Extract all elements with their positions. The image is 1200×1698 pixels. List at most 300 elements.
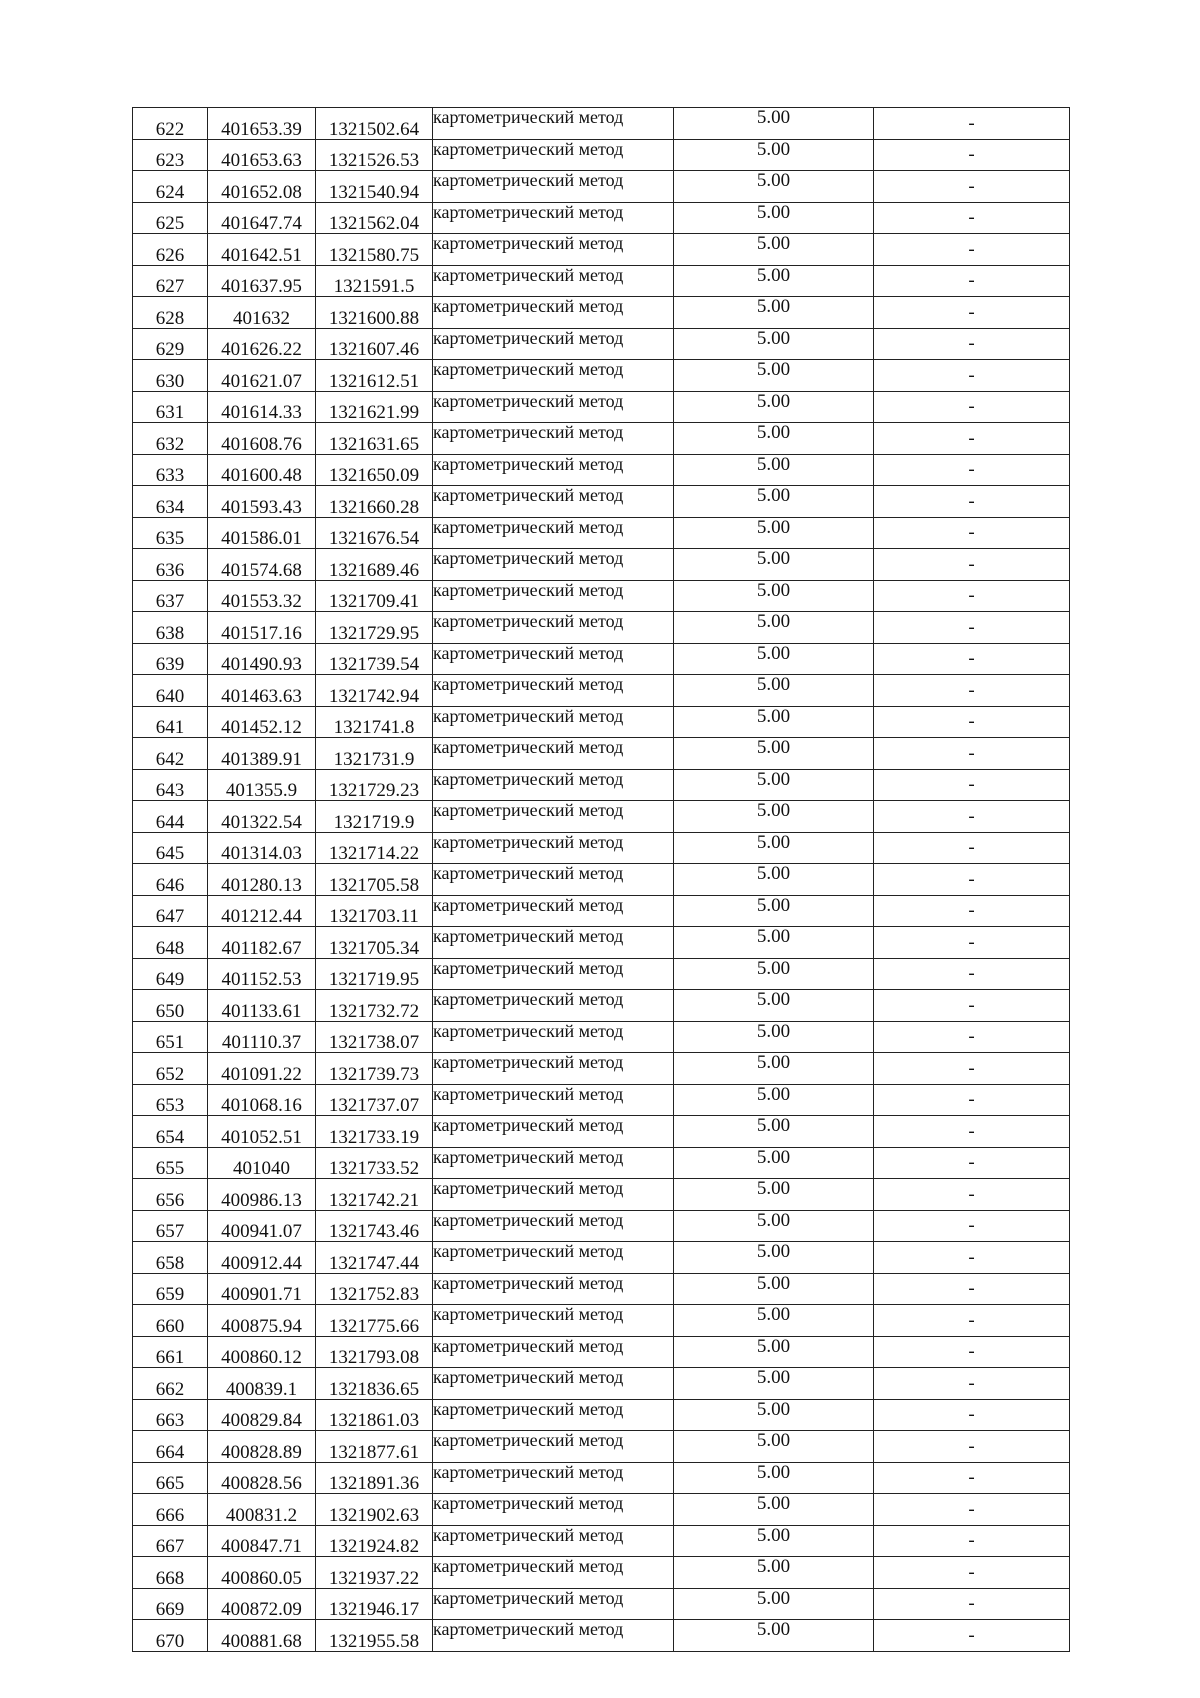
table-row bbox=[133, 1588, 1070, 1620]
note-cell: - bbox=[874, 1336, 1070, 1368]
y-coordinate-cell: 1321752.83 bbox=[316, 1273, 433, 1305]
y-coordinate-cell: 1321743.46 bbox=[316, 1210, 433, 1242]
x-coordinate-cell: 400986.13 bbox=[208, 1179, 316, 1211]
x-coordinate-cell: 401110.37 bbox=[208, 1021, 316, 1053]
note-cell: - bbox=[874, 769, 1070, 801]
x-coordinate-cell: 401647.74 bbox=[208, 202, 316, 234]
note-cell: - bbox=[874, 328, 1070, 360]
accuracy-cell: 5.00 bbox=[674, 1494, 874, 1526]
table-row bbox=[133, 1620, 1070, 1652]
accuracy-cell: 5.00 bbox=[674, 234, 874, 266]
table-row bbox=[133, 423, 1070, 455]
point-number-cell: 651 bbox=[133, 1021, 208, 1053]
accuracy-cell: 5.00 bbox=[674, 454, 874, 486]
table-row bbox=[133, 958, 1070, 990]
x-coordinate-cell: 400828.89 bbox=[208, 1431, 316, 1463]
x-coordinate-cell: 401463.63 bbox=[208, 675, 316, 707]
table-row bbox=[133, 1210, 1070, 1242]
note-cell: - bbox=[874, 1431, 1070, 1463]
point-number-cell: 642 bbox=[133, 738, 208, 770]
note-cell: - bbox=[874, 1116, 1070, 1148]
method-cell: картометрический метод bbox=[433, 801, 674, 833]
note-cell: - bbox=[874, 990, 1070, 1022]
accuracy-cell: 5.00 bbox=[674, 1242, 874, 1274]
x-coordinate-cell: 401091.22 bbox=[208, 1053, 316, 1085]
table-row bbox=[133, 643, 1070, 675]
method-cell: картометрический метод bbox=[433, 738, 674, 770]
x-coordinate-cell: 400831.2 bbox=[208, 1494, 316, 1526]
accuracy-cell: 5.00 bbox=[674, 1273, 874, 1305]
point-number-cell: 658 bbox=[133, 1242, 208, 1274]
method-cell: картометрический метод bbox=[433, 486, 674, 518]
accuracy-cell: 5.00 bbox=[674, 517, 874, 549]
point-number-cell: 635 bbox=[133, 517, 208, 549]
y-coordinate-cell: 1321600.88 bbox=[316, 297, 433, 329]
x-coordinate-cell: 401490.93 bbox=[208, 643, 316, 675]
accuracy-cell: 5.00 bbox=[674, 895, 874, 927]
table-row bbox=[133, 1399, 1070, 1431]
note-cell: - bbox=[874, 486, 1070, 518]
y-coordinate-cell: 1321526.53 bbox=[316, 139, 433, 171]
y-coordinate-cell: 1321631.65 bbox=[316, 423, 433, 455]
table-body bbox=[133, 108, 1070, 1652]
note-cell: - bbox=[874, 1399, 1070, 1431]
note-cell: - bbox=[874, 1305, 1070, 1337]
point-number-cell: 637 bbox=[133, 580, 208, 612]
point-number-cell: 644 bbox=[133, 801, 208, 833]
table-row bbox=[133, 1242, 1070, 1274]
table-row bbox=[133, 801, 1070, 833]
x-coordinate-cell: 401152.53 bbox=[208, 958, 316, 990]
accuracy-cell: 5.00 bbox=[674, 1116, 874, 1148]
point-number-cell: 628 bbox=[133, 297, 208, 329]
y-coordinate-cell: 1321502.64 bbox=[316, 108, 433, 140]
y-coordinate-cell: 1321836.65 bbox=[316, 1368, 433, 1400]
method-cell: картометрический метод bbox=[433, 1336, 674, 1368]
accuracy-cell: 5.00 bbox=[674, 612, 874, 644]
y-coordinate-cell: 1321719.95 bbox=[316, 958, 433, 990]
y-coordinate-cell: 1321739.73 bbox=[316, 1053, 433, 1085]
note-cell: - bbox=[874, 549, 1070, 581]
note-cell: - bbox=[874, 202, 1070, 234]
table-row bbox=[133, 1273, 1070, 1305]
y-coordinate-cell: 1321580.75 bbox=[316, 234, 433, 266]
note-cell: - bbox=[874, 643, 1070, 675]
point-number-cell: 636 bbox=[133, 549, 208, 581]
accuracy-cell: 5.00 bbox=[674, 1021, 874, 1053]
note-cell: - bbox=[874, 360, 1070, 392]
table-row bbox=[133, 1462, 1070, 1494]
point-number-cell: 629 bbox=[133, 328, 208, 360]
x-coordinate-cell: 401280.13 bbox=[208, 864, 316, 896]
note-cell: - bbox=[874, 391, 1070, 423]
table-row bbox=[133, 1021, 1070, 1053]
table-row bbox=[133, 139, 1070, 171]
y-coordinate-cell: 1321733.52 bbox=[316, 1147, 433, 1179]
y-coordinate-cell: 1321741.8 bbox=[316, 706, 433, 738]
point-number-cell: 640 bbox=[133, 675, 208, 707]
accuracy-cell: 5.00 bbox=[674, 1336, 874, 1368]
accuracy-cell: 5.00 bbox=[674, 706, 874, 738]
accuracy-cell: 5.00 bbox=[674, 1305, 874, 1337]
point-number-cell: 633 bbox=[133, 454, 208, 486]
note-cell: - bbox=[874, 832, 1070, 864]
x-coordinate-cell: 400828.56 bbox=[208, 1462, 316, 1494]
y-coordinate-cell: 1321714.22 bbox=[316, 832, 433, 864]
x-coordinate-cell: 401133.61 bbox=[208, 990, 316, 1022]
table-row bbox=[133, 297, 1070, 329]
y-coordinate-cell: 1321747.44 bbox=[316, 1242, 433, 1274]
point-number-cell: 622 bbox=[133, 108, 208, 140]
accuracy-cell: 5.00 bbox=[674, 360, 874, 392]
accuracy-cell: 5.00 bbox=[674, 423, 874, 455]
method-cell: картометрический метод bbox=[433, 423, 674, 455]
y-coordinate-cell: 1321955.58 bbox=[316, 1620, 433, 1652]
point-number-cell: 627 bbox=[133, 265, 208, 297]
accuracy-cell: 5.00 bbox=[674, 864, 874, 896]
method-cell: картометрический метод bbox=[433, 171, 674, 203]
method-cell: картометрический метод bbox=[433, 832, 674, 864]
note-cell: - bbox=[874, 1620, 1070, 1652]
note-cell: - bbox=[874, 517, 1070, 549]
point-number-cell: 648 bbox=[133, 927, 208, 959]
x-coordinate-cell: 401355.9 bbox=[208, 769, 316, 801]
method-cell: картометрический метод bbox=[433, 139, 674, 171]
y-coordinate-cell: 1321891.36 bbox=[316, 1462, 433, 1494]
point-number-cell: 669 bbox=[133, 1588, 208, 1620]
point-number-cell: 632 bbox=[133, 423, 208, 455]
note-cell: - bbox=[874, 958, 1070, 990]
note-cell: - bbox=[874, 1368, 1070, 1400]
x-coordinate-cell: 401593.43 bbox=[208, 486, 316, 518]
y-coordinate-cell: 1321732.72 bbox=[316, 990, 433, 1022]
method-cell: картометрический метод bbox=[433, 202, 674, 234]
point-number-cell: 653 bbox=[133, 1084, 208, 1116]
note-cell: - bbox=[874, 1021, 1070, 1053]
y-coordinate-cell: 1321739.54 bbox=[316, 643, 433, 675]
y-coordinate-cell: 1321742.94 bbox=[316, 675, 433, 707]
x-coordinate-cell: 401182.67 bbox=[208, 927, 316, 959]
accuracy-cell: 5.00 bbox=[674, 1368, 874, 1400]
accuracy-cell: 5.00 bbox=[674, 1210, 874, 1242]
accuracy-cell: 5.00 bbox=[674, 675, 874, 707]
note-cell: - bbox=[874, 1462, 1070, 1494]
note-cell: - bbox=[874, 297, 1070, 329]
method-cell: картометрический метод bbox=[433, 643, 674, 675]
point-number-cell: 665 bbox=[133, 1462, 208, 1494]
note-cell: - bbox=[874, 423, 1070, 455]
note-cell: - bbox=[874, 108, 1070, 140]
accuracy-cell: 5.00 bbox=[674, 801, 874, 833]
note-cell: - bbox=[874, 1557, 1070, 1589]
table-row bbox=[133, 328, 1070, 360]
y-coordinate-cell: 1321676.54 bbox=[316, 517, 433, 549]
accuracy-cell: 5.00 bbox=[674, 486, 874, 518]
accuracy-cell: 5.00 bbox=[674, 297, 874, 329]
note-cell: - bbox=[874, 801, 1070, 833]
note-cell: - bbox=[874, 1179, 1070, 1211]
accuracy-cell: 5.00 bbox=[674, 1557, 874, 1589]
note-cell: - bbox=[874, 738, 1070, 770]
accuracy-cell: 5.00 bbox=[674, 1147, 874, 1179]
x-coordinate-cell: 401314.03 bbox=[208, 832, 316, 864]
method-cell: картометрический метод bbox=[433, 360, 674, 392]
table-row bbox=[133, 1557, 1070, 1589]
table-row bbox=[133, 1305, 1070, 1337]
y-coordinate-cell: 1321709.41 bbox=[316, 580, 433, 612]
y-coordinate-cell: 1321793.08 bbox=[316, 1336, 433, 1368]
note-cell: - bbox=[874, 895, 1070, 927]
x-coordinate-cell: 401322.54 bbox=[208, 801, 316, 833]
method-cell: картометрический метод bbox=[433, 1021, 674, 1053]
x-coordinate-cell: 400860.12 bbox=[208, 1336, 316, 1368]
y-coordinate-cell: 1321607.46 bbox=[316, 328, 433, 360]
note-cell: - bbox=[874, 234, 1070, 266]
point-number-cell: 655 bbox=[133, 1147, 208, 1179]
y-coordinate-cell: 1321705.58 bbox=[316, 864, 433, 896]
method-cell: картометрический метод bbox=[433, 1525, 674, 1557]
y-coordinate-cell: 1321689.46 bbox=[316, 549, 433, 581]
method-cell: картометрический метод bbox=[433, 1210, 674, 1242]
x-coordinate-cell: 400872.09 bbox=[208, 1588, 316, 1620]
point-number-cell: 647 bbox=[133, 895, 208, 927]
point-number-cell: 634 bbox=[133, 486, 208, 518]
table-row bbox=[133, 234, 1070, 266]
y-coordinate-cell: 1321729.23 bbox=[316, 769, 433, 801]
note-cell: - bbox=[874, 1588, 1070, 1620]
y-coordinate-cell: 1321719.9 bbox=[316, 801, 433, 833]
method-cell: картометрический метод bbox=[433, 549, 674, 581]
table-row bbox=[133, 1179, 1070, 1211]
method-cell: картометрический метод bbox=[433, 1399, 674, 1431]
note-cell: - bbox=[874, 1273, 1070, 1305]
method-cell: картометрический метод bbox=[433, 769, 674, 801]
accuracy-cell: 5.00 bbox=[674, 391, 874, 423]
y-coordinate-cell: 1321621.99 bbox=[316, 391, 433, 423]
method-cell: картометрический метод bbox=[433, 1273, 674, 1305]
x-coordinate-cell: 401553.32 bbox=[208, 580, 316, 612]
table-row bbox=[133, 895, 1070, 927]
method-cell: картометрический метод bbox=[433, 108, 674, 140]
accuracy-cell: 5.00 bbox=[674, 1588, 874, 1620]
accuracy-cell: 5.00 bbox=[674, 738, 874, 770]
point-number-cell: 643 bbox=[133, 769, 208, 801]
x-coordinate-cell: 400881.68 bbox=[208, 1620, 316, 1652]
point-number-cell: 660 bbox=[133, 1305, 208, 1337]
method-cell: картометрический метод bbox=[433, 675, 674, 707]
y-coordinate-cell: 1321738.07 bbox=[316, 1021, 433, 1053]
y-coordinate-cell: 1321705.34 bbox=[316, 927, 433, 959]
point-number-cell: 626 bbox=[133, 234, 208, 266]
note-cell: - bbox=[874, 927, 1070, 959]
table-row bbox=[133, 738, 1070, 770]
note-cell: - bbox=[874, 864, 1070, 896]
method-cell: картометрический метод bbox=[433, 864, 674, 896]
x-coordinate-cell: 401068.16 bbox=[208, 1084, 316, 1116]
x-coordinate-cell: 400860.05 bbox=[208, 1557, 316, 1589]
point-number-cell: 630 bbox=[133, 360, 208, 392]
point-number-cell: 668 bbox=[133, 1557, 208, 1589]
table-row bbox=[133, 1084, 1070, 1116]
point-number-cell: 652 bbox=[133, 1053, 208, 1085]
accuracy-cell: 5.00 bbox=[674, 1620, 874, 1652]
method-cell: картометрический метод bbox=[433, 895, 674, 927]
method-cell: картометрический метод bbox=[433, 1462, 674, 1494]
table-row bbox=[133, 171, 1070, 203]
note-cell: - bbox=[874, 139, 1070, 171]
x-coordinate-cell: 401452.12 bbox=[208, 706, 316, 738]
x-coordinate-cell: 401052.51 bbox=[208, 1116, 316, 1148]
point-number-cell: 625 bbox=[133, 202, 208, 234]
note-cell: - bbox=[874, 675, 1070, 707]
accuracy-cell: 5.00 bbox=[674, 580, 874, 612]
x-coordinate-cell: 401653.39 bbox=[208, 108, 316, 140]
method-cell: картометрический метод bbox=[433, 1620, 674, 1652]
y-coordinate-cell: 1321861.03 bbox=[316, 1399, 433, 1431]
table-row bbox=[133, 1053, 1070, 1085]
y-coordinate-cell: 1321540.94 bbox=[316, 171, 433, 203]
point-number-cell: 638 bbox=[133, 612, 208, 644]
table-row bbox=[133, 675, 1070, 707]
x-coordinate-cell: 401652.08 bbox=[208, 171, 316, 203]
x-coordinate-cell: 401212.44 bbox=[208, 895, 316, 927]
accuracy-cell: 5.00 bbox=[674, 265, 874, 297]
table-row bbox=[133, 1116, 1070, 1148]
table-row bbox=[133, 990, 1070, 1022]
method-cell: картометрический метод bbox=[433, 234, 674, 266]
point-number-cell: 657 bbox=[133, 1210, 208, 1242]
table-row bbox=[133, 1525, 1070, 1557]
note-cell: - bbox=[874, 580, 1070, 612]
table-row bbox=[133, 832, 1070, 864]
y-coordinate-cell: 1321733.19 bbox=[316, 1116, 433, 1148]
y-coordinate-cell: 1321562.04 bbox=[316, 202, 433, 234]
table-row bbox=[133, 549, 1070, 581]
coordinates-table bbox=[132, 107, 1070, 1652]
accuracy-cell: 5.00 bbox=[674, 1179, 874, 1211]
method-cell: картометрический метод bbox=[433, 1116, 674, 1148]
note-cell: - bbox=[874, 1525, 1070, 1557]
note-cell: - bbox=[874, 454, 1070, 486]
table-row bbox=[133, 706, 1070, 738]
method-cell: картометрический метод bbox=[433, 1147, 674, 1179]
table-row bbox=[133, 517, 1070, 549]
point-number-cell: 623 bbox=[133, 139, 208, 171]
note-cell: - bbox=[874, 1147, 1070, 1179]
x-coordinate-cell: 401600.48 bbox=[208, 454, 316, 486]
table-row bbox=[133, 1494, 1070, 1526]
x-coordinate-cell: 401586.01 bbox=[208, 517, 316, 549]
x-coordinate-cell: 401626.22 bbox=[208, 328, 316, 360]
accuracy-cell: 5.00 bbox=[674, 139, 874, 171]
table-row bbox=[133, 927, 1070, 959]
point-number-cell: 654 bbox=[133, 1116, 208, 1148]
x-coordinate-cell: 401608.76 bbox=[208, 423, 316, 455]
y-coordinate-cell: 1321737.07 bbox=[316, 1084, 433, 1116]
point-number-cell: 624 bbox=[133, 171, 208, 203]
point-number-cell: 662 bbox=[133, 1368, 208, 1400]
method-cell: картометрический метод bbox=[433, 1084, 674, 1116]
y-coordinate-cell: 1321902.63 bbox=[316, 1494, 433, 1526]
method-cell: картометрический метод bbox=[433, 1242, 674, 1274]
accuracy-cell: 5.00 bbox=[674, 927, 874, 959]
point-number-cell: 650 bbox=[133, 990, 208, 1022]
x-coordinate-cell: 401653.63 bbox=[208, 139, 316, 171]
x-coordinate-cell: 401517.16 bbox=[208, 612, 316, 644]
x-coordinate-cell: 400829.84 bbox=[208, 1399, 316, 1431]
accuracy-cell: 5.00 bbox=[674, 643, 874, 675]
y-coordinate-cell: 1321660.28 bbox=[316, 486, 433, 518]
note-cell: - bbox=[874, 612, 1070, 644]
method-cell: картометрический метод bbox=[433, 1368, 674, 1400]
y-coordinate-cell: 1321946.17 bbox=[316, 1588, 433, 1620]
note-cell: - bbox=[874, 1242, 1070, 1274]
method-cell: картометрический метод bbox=[433, 706, 674, 738]
table-row bbox=[133, 612, 1070, 644]
point-number-cell: 631 bbox=[133, 391, 208, 423]
table-row bbox=[133, 769, 1070, 801]
point-number-cell: 667 bbox=[133, 1525, 208, 1557]
method-cell: картометрический метод bbox=[433, 391, 674, 423]
accuracy-cell: 5.00 bbox=[674, 202, 874, 234]
x-coordinate-cell: 401632 bbox=[208, 297, 316, 329]
x-coordinate-cell: 400839.1 bbox=[208, 1368, 316, 1400]
y-coordinate-cell: 1321650.09 bbox=[316, 454, 433, 486]
point-number-cell: 639 bbox=[133, 643, 208, 675]
table-row bbox=[133, 1431, 1070, 1463]
note-cell: - bbox=[874, 171, 1070, 203]
note-cell: - bbox=[874, 1210, 1070, 1242]
point-number-cell: 664 bbox=[133, 1431, 208, 1463]
x-coordinate-cell: 400912.44 bbox=[208, 1242, 316, 1274]
table-row bbox=[133, 486, 1070, 518]
method-cell: картометрический метод bbox=[433, 265, 674, 297]
point-number-cell: 670 bbox=[133, 1620, 208, 1652]
x-coordinate-cell: 401040 bbox=[208, 1147, 316, 1179]
x-coordinate-cell: 401574.68 bbox=[208, 549, 316, 581]
accuracy-cell: 5.00 bbox=[674, 1053, 874, 1085]
point-number-cell: 661 bbox=[133, 1336, 208, 1368]
point-number-cell: 659 bbox=[133, 1273, 208, 1305]
method-cell: картометрический метод bbox=[433, 454, 674, 486]
accuracy-cell: 5.00 bbox=[674, 1431, 874, 1463]
x-coordinate-cell: 401621.07 bbox=[208, 360, 316, 392]
x-coordinate-cell: 401642.51 bbox=[208, 234, 316, 266]
accuracy-cell: 5.00 bbox=[674, 990, 874, 1022]
method-cell: картометрический метод bbox=[433, 1179, 674, 1211]
method-cell: картометрический метод bbox=[433, 328, 674, 360]
method-cell: картометрический метод bbox=[433, 297, 674, 329]
x-coordinate-cell: 400901.71 bbox=[208, 1273, 316, 1305]
table-row bbox=[133, 454, 1070, 486]
method-cell: картометрический метод bbox=[433, 990, 674, 1022]
x-coordinate-cell: 400941.07 bbox=[208, 1210, 316, 1242]
method-cell: картометрический метод bbox=[433, 517, 674, 549]
y-coordinate-cell: 1321775.66 bbox=[316, 1305, 433, 1337]
table-row bbox=[133, 108, 1070, 140]
method-cell: картометрический метод bbox=[433, 612, 674, 644]
table-row bbox=[133, 202, 1070, 234]
accuracy-cell: 5.00 bbox=[674, 171, 874, 203]
point-number-cell: 663 bbox=[133, 1399, 208, 1431]
y-coordinate-cell: 1321703.11 bbox=[316, 895, 433, 927]
y-coordinate-cell: 1321924.82 bbox=[316, 1525, 433, 1557]
table-row bbox=[133, 1336, 1070, 1368]
y-coordinate-cell: 1321742.21 bbox=[316, 1179, 433, 1211]
table-row bbox=[133, 1368, 1070, 1400]
method-cell: картометрический метод bbox=[433, 927, 674, 959]
x-coordinate-cell: 400847.71 bbox=[208, 1525, 316, 1557]
